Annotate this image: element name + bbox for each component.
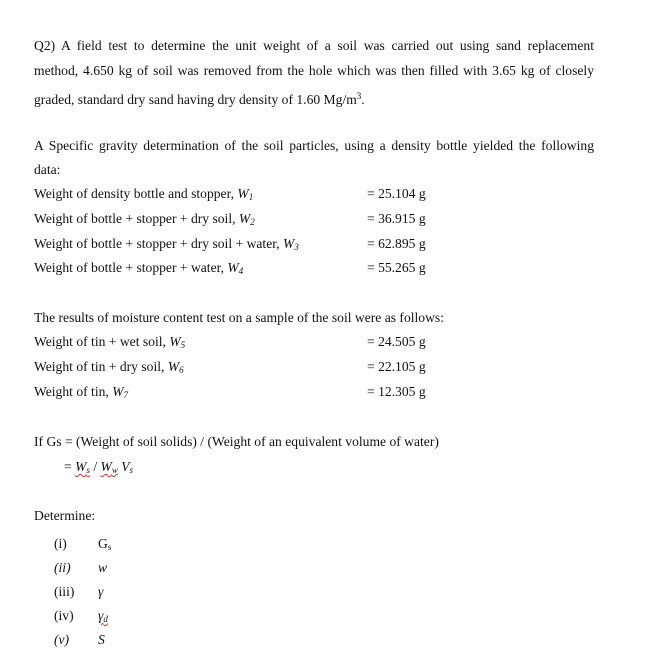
- determine-item-number: (iii): [54, 584, 75, 599]
- moisture-row-value: = 12.305 g: [367, 384, 426, 399]
- determine-item-number: (iv): [54, 608, 74, 623]
- sg-row-value: = 62.895 g: [367, 236, 426, 251]
- question-line-2: method, 4.650 kg of soil was removed from the hole which was then filled with 3.65 kg of closely: [34, 63, 594, 78]
- sg-row-value: = 55.265 g: [367, 260, 426, 275]
- moisture-intro: The results of moisture content test on a sample of the soil were as follows:: [34, 310, 444, 325]
- moisture-row-value: = 24.505 g: [367, 334, 426, 349]
- question-line-3: [34, 87, 365, 109]
- determine-item-number: (ii): [54, 560, 71, 575]
- formula-definition: If Gs = (Weight of soil solids) / (Weight of an equivalent volume of water): [34, 434, 439, 449]
- ws-symbol: $W_s$: [75, 459, 90, 475]
- sg-row-value: = 25.104 g: [367, 186, 426, 201]
- determine-item-number: (i): [54, 536, 67, 551]
- determine-item-symbol: S: [98, 632, 105, 647]
- sg-intro-line-2: data:: [34, 162, 61, 177]
- determine-heading: Determine:: [34, 508, 96, 523]
- unit-exponent: 3: [356, 91, 362, 101]
- determine-item-number: (v): [54, 632, 70, 647]
- determine-item-symbol: w: [98, 560, 108, 575]
- sg-row-label: Weight of bottle + stopper + dry soil + water, $W_3$: [34, 236, 299, 252]
- sg-row-label: Weight of density bottle and stopper, $W_1$: [34, 186, 254, 202]
- determine-item-symbol: Gs: [98, 536, 112, 552]
- sg-row-label: Weight of bottle + stopper + water, $W_4$: [34, 260, 244, 276]
- question-line-3-end: .: [361, 92, 365, 107]
- sg-row-value: = 36.915 g: [367, 211, 426, 226]
- moisture-row-value: = 22.105 g: [367, 359, 426, 374]
- ww-symbol: $W_w$: [100, 459, 118, 475]
- question-line-1: Q2) A field test to determine the unit weight of a soil was carried out using sand replacement: [34, 38, 594, 53]
- formula-equation: = $W_s / W_w$ $V_s$: [64, 459, 134, 475]
- determine-item-symbol: γd: [98, 608, 108, 624]
- sg-intro-line-1: A Specific gravity determination of the soil particles, using a density bottle yielded the following: [34, 138, 594, 153]
- question-line-3-text: graded, standard dry sand having dry density of 1.60 Mg/m: [34, 92, 357, 107]
- moisture-row-label: Weight of tin + wet soil, $W_5$: [34, 334, 186, 350]
- sg-row-label: Weight of bottle + stopper + dry soil, $W_2$: [34, 211, 255, 227]
- moisture-row-label: Weight of tin + dry soil, $W_6$: [34, 359, 184, 375]
- determine-item-symbol: γ: [98, 584, 104, 599]
- moisture-row-label: Weight of tin, $W_7$: [34, 384, 129, 400]
